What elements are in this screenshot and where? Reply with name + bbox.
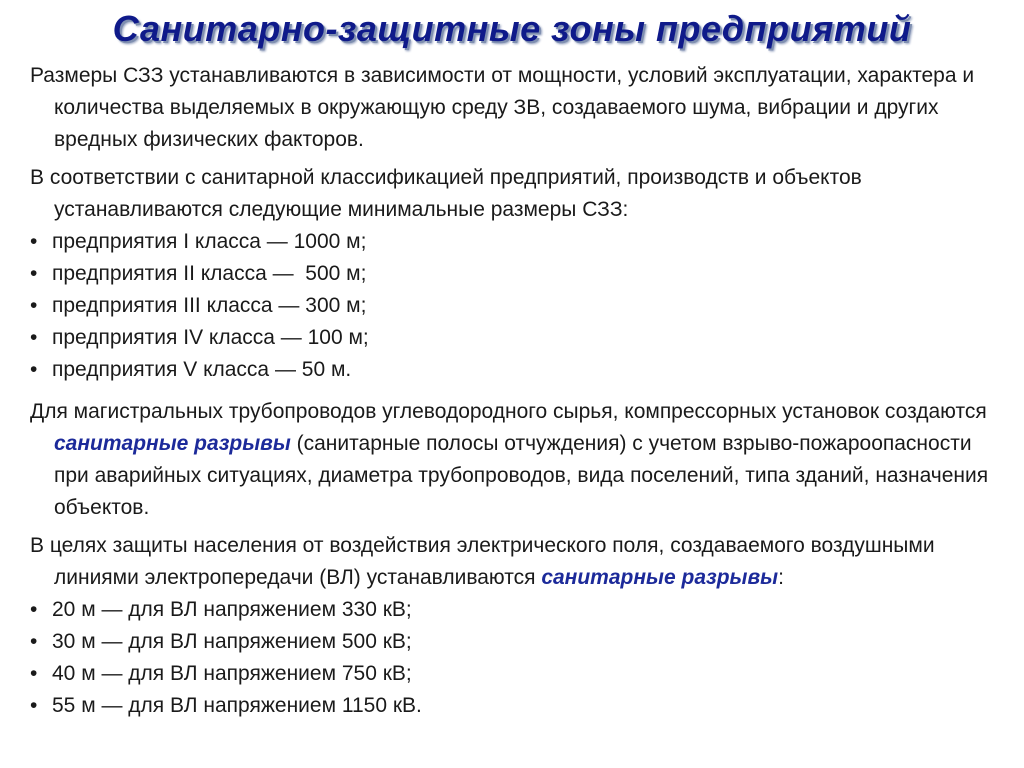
emphasis-sanitary-gaps: санитарные разрывы xyxy=(54,432,291,455)
list-item xyxy=(30,226,1000,258)
slide-body xyxy=(30,60,1000,722)
list-item xyxy=(30,354,1000,386)
list-item-text: 20 м — для ВЛ напряжением 330 кВ; xyxy=(52,598,412,621)
class-size-list xyxy=(30,226,1000,386)
power-line-gap-list xyxy=(30,594,1000,722)
list-item-text: предприятия V класса — 50 м. xyxy=(52,358,352,381)
paragraph-text: (санитарные полосы отчуждения) с учетом взрыво-пожароопасности при аварийных ситуациях, диаметра трубопроводов, вида поселений, типа зданий, назначения объектов. xyxy=(54,432,989,519)
paragraph-power-lines xyxy=(30,530,1000,594)
list-item-text: предприятия I класса — 1000 м; xyxy=(52,230,367,253)
list-item xyxy=(30,322,1000,354)
bullet-icon: • xyxy=(30,630,38,653)
paragraph-text: Для магистральных трубопроводов углеводородного сырья, компрессорных установок создаются xyxy=(30,400,987,423)
paragraph-text: В целях защиты населения от воздействия электрического поля, создаваемого воздушными линиями электропередачи (ВЛ) устанавливаются xyxy=(30,534,935,589)
list-item xyxy=(30,594,1000,626)
list-item-text: 30 м — для ВЛ напряжением 500 кВ; xyxy=(52,630,412,653)
bullet-icon: • xyxy=(30,326,38,349)
slide-title: Санитарно-защитные зоны предприятий xyxy=(112,8,912,49)
list-item xyxy=(30,258,1000,290)
list-item-text: предприятия II класса — 500 м; xyxy=(52,262,367,285)
list-item xyxy=(30,290,1000,322)
bullet-icon: • xyxy=(30,294,38,317)
bullet-icon: • xyxy=(30,662,38,685)
emphasis-sanitary-gaps: санитарные разрывы xyxy=(541,566,779,589)
list-item xyxy=(30,658,1000,690)
list-item xyxy=(30,690,1000,722)
bullet-icon: • xyxy=(30,230,38,253)
bullet-icon: • xyxy=(30,262,38,285)
paragraph-text: : xyxy=(778,566,784,589)
paragraph-classification-intro: В соответствии с санитарной классификацией предприятий, производств и объектов устанавливаются следующие минимальные размеры СЗЗ: xyxy=(30,166,862,221)
paragraph-pipelines xyxy=(30,396,1000,524)
bullet-icon: • xyxy=(30,598,38,621)
paragraph-szz-factors: Размеры СЗЗ устанавливаются в зависимости от мощности, условий эксплуатации, характера и количества выделяемых в окружающую среду ЗВ, создаваемого шума, вибрации и других вредных физических факторов. xyxy=(30,64,975,151)
list-item-text: предприятия IV класса — 100 м; xyxy=(52,326,369,349)
list-item-text: 55 м — для ВЛ напряжением 1150 кВ. xyxy=(52,694,422,717)
bullet-icon: • xyxy=(30,358,38,381)
list-item-text: предприятия III класса — 300 м; xyxy=(52,294,367,317)
bullet-icon: • xyxy=(30,694,38,717)
list-item xyxy=(30,626,1000,658)
list-item-text: 40 м — для ВЛ напряжением 750 кВ; xyxy=(52,662,412,685)
